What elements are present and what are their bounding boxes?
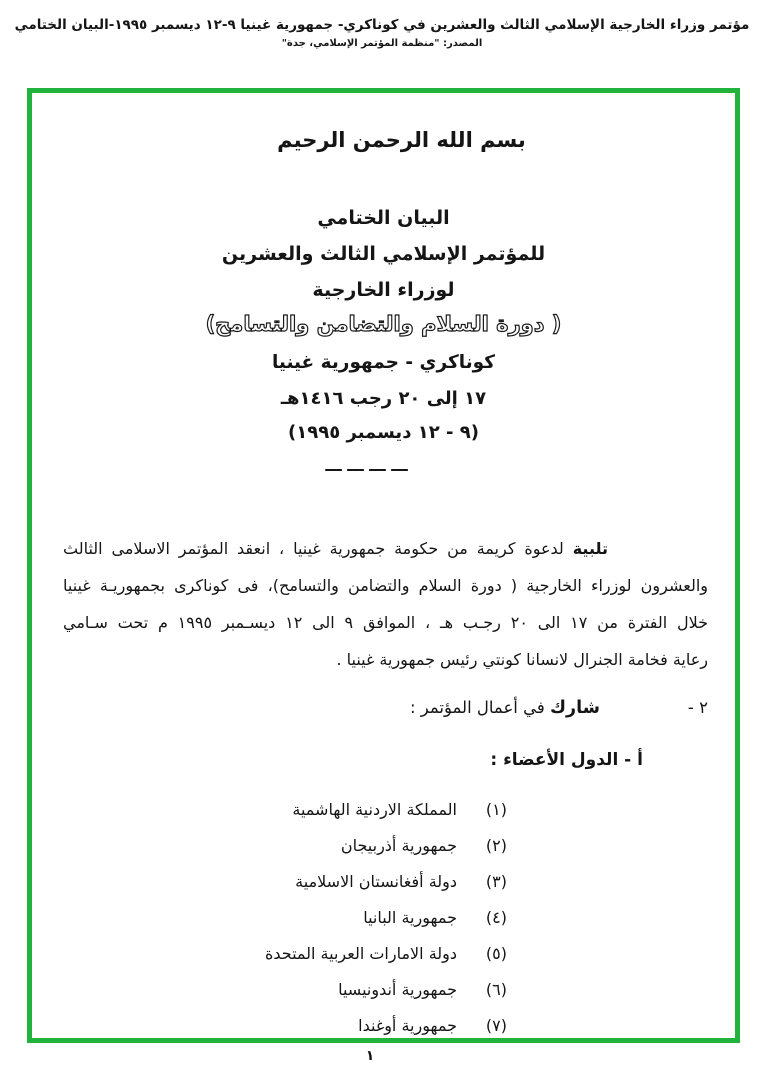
header-title: مؤتمر وزراء الخارجية الإسلامي الثالث والعشرين في كوناكري- جمهورية غينيا ٩-١٢ ديسمبر ١٩٩٥-البيان الختامي	[14, 17, 750, 33]
list-item	[63, 828, 507, 864]
document-border-frame	[27, 88, 740, 1043]
list-item-name: دولة أفغانستان الاسلامية	[295, 872, 457, 891]
list-item-number: (٧)	[485, 1016, 507, 1035]
list-item-number: (٢)	[485, 836, 507, 855]
list-item	[63, 1008, 507, 1044]
separator-dashes: ـــ ـــ ـــ ـــ	[325, 456, 408, 475]
page-header	[0, 17, 764, 49]
list-item-name: المملكة الاردنية الهاشمية	[292, 800, 457, 819]
paragraph-lead-word: تلبية	[572, 539, 609, 558]
list-item-name: دولة الامارات العربية المتحدة	[264, 944, 457, 963]
list-item	[63, 792, 507, 828]
paragraph-line-3: خلال الفترة من ١٧ الى ٢٠ رجـب هـ ، الموافق ٩ الى ١٢ ديسـمبر ١٩٩٥ م تحت سـامي	[63, 613, 709, 632]
item-2-text: في أعمال المؤتمر :	[409, 698, 545, 717]
paragraph-line-1	[63, 530, 708, 567]
list-item-number: (٤)	[485, 908, 507, 927]
opening-paragraph	[63, 530, 708, 678]
list-item-name: جمهورية أندونيسيا	[338, 980, 457, 999]
list-item	[63, 900, 507, 936]
item-2-number: ٢ -	[687, 698, 708, 717]
title-line-2: للمؤتمر الإسلامي الثالث والعشرين	[221, 243, 546, 265]
list-item-number: (١)	[485, 800, 507, 819]
list-item-name: جمهورية أوغندا	[358, 1016, 457, 1035]
list-item-name: جمهورية أذربيجان	[340, 836, 457, 855]
title-line-3: لوزراء الخارجية	[312, 279, 455, 301]
numbered-item-2	[63, 698, 708, 718]
list-item	[63, 936, 507, 972]
page-number: ١	[365, 1048, 375, 1064]
paragraph-line-4: رعاية فخامة الجنرال لانسانا كونتي رئيس جمهورية غينيا .	[336, 650, 708, 669]
document-title-block	[32, 200, 735, 308]
list-item	[63, 864, 507, 900]
paragraph-line-2: والعشرون لوزراء الخارجية ( دورة السلام والتضامن والتسامح)، فى كوناكرى بجمهوريـة غينيا	[63, 576, 708, 595]
header-source: المصدر: "منظمة المؤتمر الإسلامي، جدة"	[281, 38, 483, 49]
list-item-number: (٣)	[485, 872, 507, 891]
gregorian-date-line: (٩ - ١٢ ديسمبر ١٩٩٥)	[288, 422, 479, 443]
member-states-list	[63, 792, 507, 1044]
section-a-heading: أ - الدول الأعضاء :	[490, 750, 643, 770]
location-line: كوناكري - جمهورية غينيا	[271, 352, 496, 373]
list-item-number: (٥)	[485, 944, 507, 963]
hijri-date-line: ١٧ إلى ٢٠ رجب ١٤١٦هـ	[280, 388, 487, 409]
item-2-bold-word: شارك	[550, 698, 600, 718]
basmala-line: بسم الله الرحمن الرحيم	[277, 128, 526, 152]
list-item-number: (٦)	[485, 980, 507, 999]
list-item	[63, 972, 507, 1008]
list-item-name: جمهورية البانيا	[363, 908, 457, 927]
paragraph-line-1-rest: لدعوة كريمة من حكومة جمهورية غينيا ، انعقد المؤتمر الاسلامى الثالث	[63, 539, 564, 558]
session-name-line: ( دورة السلام والتضامن والتسامح)	[205, 312, 562, 336]
title-line-1: البيان الختامي	[317, 207, 450, 229]
